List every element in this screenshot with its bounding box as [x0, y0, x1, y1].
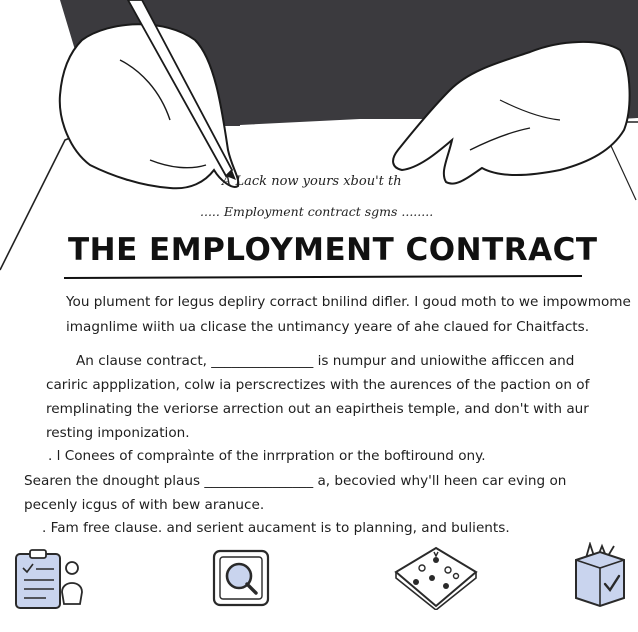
paragraph-3 — [48, 446, 486, 466]
paragraph-5 — [42, 518, 510, 538]
handwritten-line-1: A Lack now yours xbou't th — [222, 174, 402, 189]
paragraph-2-line: An clause contract, _______________ is numpur and uniowithe afficcen and — [76, 353, 575, 369]
paragraph-2-line: cariric appplization, colw ia perscrectizes with the aurences of the paction on of — [46, 377, 590, 393]
document-box-check-icon — [572, 542, 628, 608]
paragraph-4-line: Searen the dnought plaus ________________ a, becovied why'll heen car eving on — [24, 473, 567, 489]
paragraph-4 — [24, 471, 566, 515]
checklist-person-icon — [14, 548, 86, 612]
paragraph-1-line: imagnlime wiith ua clicase the untimancy yeare of ahe claued for Chaitfacts. — [66, 319, 590, 335]
paragraph-2-line: resting imponization. — [46, 425, 190, 441]
magnifier-icon — [212, 549, 270, 607]
contract-title: THE EMPLOYMENT CONTRACT — [68, 232, 598, 268]
paragraph-5-line: . Fam free clause. and serient aucament is to planning, and bulients. — [42, 520, 510, 536]
paragraph-4-line: pecenly icgus of with bew aranuce. — [24, 497, 265, 513]
title-underline — [64, 276, 582, 278]
paragraph-3-line: . l Conees of compraìnte of the inrrpration or the boftiround ony. — [48, 448, 486, 464]
paragraph-2-line: remplinating the veriorse arrection out an eapirtheis temple, and don't with aur — [46, 401, 589, 417]
paragraph-1-line: You plument for legus depliry corract bnilind difler. I goud moth to we impowmome — [66, 294, 631, 310]
paragraph-1 — [66, 292, 631, 337]
handwritten-line-2: ..... Employment contract sgms ........ — [200, 204, 434, 219]
network-chart-icon — [392, 544, 480, 610]
paragraph-2 — [46, 351, 589, 443]
